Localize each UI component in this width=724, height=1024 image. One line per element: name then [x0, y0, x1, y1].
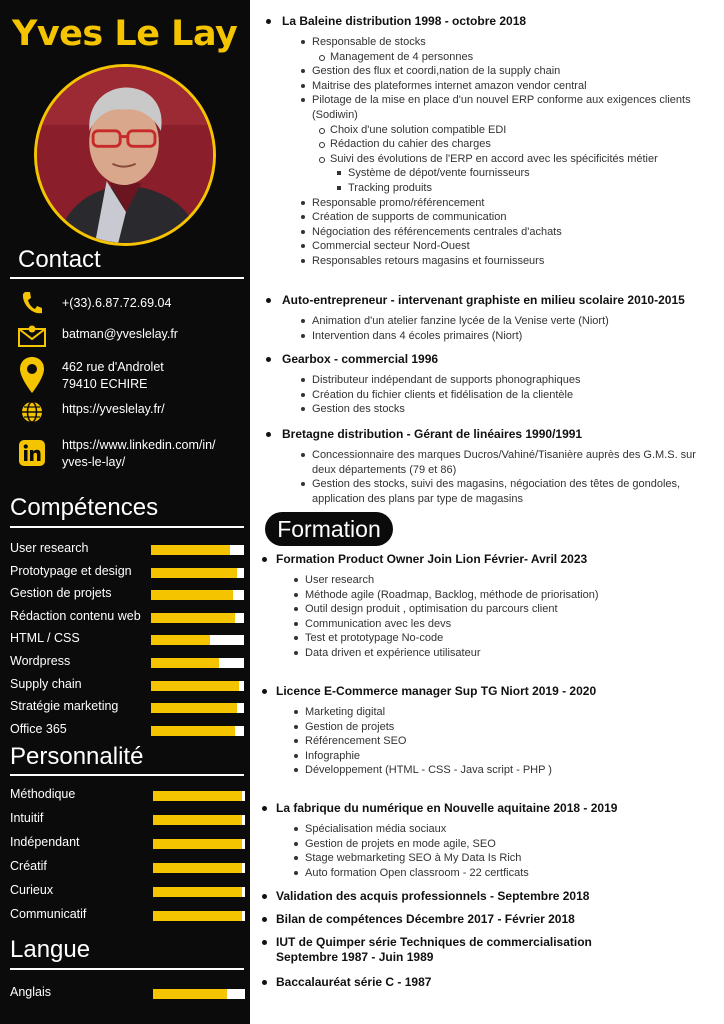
- list-item: Tracking produits: [348, 181, 714, 196]
- skill-level-bar: [151, 703, 244, 713]
- skill-label: Office 365: [10, 721, 67, 736]
- list-item: Spécialisation média sociaux: [305, 822, 714, 837]
- skill-level-fill: [151, 568, 237, 578]
- formation-title: La fabrique du numérique en Nouvelle aquitaine 2018 - 2019: [262, 801, 714, 816]
- skill-level-bar: [153, 887, 245, 897]
- skill-level-fill: [151, 545, 230, 555]
- formation-entry-product-owner: [262, 552, 714, 661]
- phone-number[interactable]: +(33).6.87.72.69.04: [62, 296, 172, 310]
- skill-level-fill: [153, 911, 242, 921]
- skill-row: [10, 699, 244, 717]
- skill-level-bar: [151, 545, 244, 555]
- list-item: User research: [305, 573, 714, 588]
- skill-level-fill: [153, 791, 242, 801]
- formation-entry-fabrique: [262, 801, 714, 880]
- list-item: Gestion de projets: [305, 720, 714, 735]
- experience-title: Bretagne distribution - Gérant de linéaires 1990/1991: [262, 427, 714, 442]
- skill-label: User research: [10, 541, 89, 555]
- phone-icon: [18, 289, 46, 317]
- address-text: [62, 359, 164, 393]
- list-item: Intervention dans 4 écoles primaires (Niort): [312, 329, 714, 344]
- website-link[interactable]: https://yveslelay.fr/: [62, 402, 165, 416]
- skill-label: Rédaction contenu web: [10, 608, 141, 623]
- skill-row: [10, 907, 244, 925]
- skill-level-fill: [151, 635, 210, 645]
- skill-level-fill: [151, 658, 219, 668]
- list-item: Référencement SEO: [305, 734, 714, 749]
- contact-phone: [18, 289, 171, 317]
- list-item: Système de dépot/vente fournisseurs: [348, 166, 714, 181]
- list-item: Responsable de stocks Management de 4 personnes: [312, 35, 714, 64]
- experience-entry-baleine: [262, 14, 714, 269]
- contact-heading: Contact: [18, 246, 101, 273]
- contact-website: [18, 398, 165, 426]
- skill-label: Communicatif: [10, 907, 87, 921]
- skill-row: [10, 859, 244, 877]
- skill-level-bar: [151, 726, 244, 736]
- skill-level-bar: [151, 681, 244, 691]
- address-line1: 462 rue d'Androlet: [62, 360, 164, 374]
- linkedin-icon: [18, 439, 46, 467]
- personnalite-heading: Personnalité: [10, 743, 144, 770]
- experience-title: Gearbox - commercial 1996: [262, 352, 714, 367]
- skill-level-bar: [151, 590, 244, 600]
- skill-label: Anglais: [10, 985, 51, 999]
- experience-title: La Baleine distribution 1998 - octobre 2018: [262, 14, 714, 29]
- skill-level-bar: [153, 815, 245, 825]
- skill-level-bar: [151, 568, 244, 578]
- formation-entry-bilan: [262, 912, 714, 927]
- skill-level-fill: [151, 726, 235, 736]
- globe-icon: [18, 398, 46, 426]
- list-item: Infographie: [305, 749, 714, 764]
- skill-level-fill: [151, 613, 235, 623]
- list-item: Marketing digital: [305, 705, 714, 720]
- list-item: Création de supports de communication: [312, 210, 714, 225]
- skill-row: [10, 654, 244, 672]
- list-item: Gestion de projets en mode agile, SEO: [305, 837, 714, 852]
- candidate-name: Yves Le Lay: [12, 14, 238, 54]
- list-item: Communication avec les devs: [305, 617, 714, 632]
- experience-entry-auto-entrepreneur: [262, 293, 714, 343]
- skill-label: Gestion de projets: [10, 586, 112, 601]
- skill-label: Intuitif: [10, 811, 44, 825]
- formation-entry-bac: [262, 975, 714, 990]
- skill-level-fill: [151, 590, 233, 600]
- email-link[interactable]: batman@yveslelay.fr: [62, 327, 178, 341]
- linkedin-link-line1[interactable]: https://www.linkedin.com/in/: [62, 438, 216, 452]
- personnalite-divider: [10, 774, 244, 776]
- list-item: Auto formation Open classroom - 22 certficats: [305, 866, 714, 881]
- skill-label: Stratégie marketing: [10, 699, 119, 714]
- formation-details: [262, 573, 714, 661]
- skill-level-bar: [153, 911, 245, 921]
- skill-row: [10, 985, 244, 1003]
- skill-row: [10, 564, 244, 582]
- contact-email: [18, 322, 178, 350]
- list-item: Choix d'une solution compatible EDI: [330, 123, 714, 138]
- skill-label: Wordpress: [10, 654, 71, 668]
- skill-level-bar: [153, 791, 245, 801]
- skill-level-fill: [153, 887, 242, 897]
- skill-label: Prototypage et design: [10, 563, 132, 578]
- skill-label: Supply chain: [10, 676, 82, 691]
- formation-title: Baccalauréat série C - 1987: [262, 975, 714, 990]
- list-item: Animation d'un atelier fanzine lycée de la Venise verte (Niort): [312, 314, 714, 329]
- experience-title: Auto-entrepreneur - intervenant graphiste en milieu scolaire 2010-2015: [262, 293, 714, 308]
- list-item: Gestion des stocks: [312, 402, 714, 417]
- competences-divider: [10, 526, 244, 528]
- formation-title: Licence E-Commerce manager Sup TG Niort 2019 - 2020: [262, 684, 714, 699]
- skill-label: Indépendant: [10, 835, 80, 849]
- formation-details: [262, 822, 714, 880]
- address-line2: 79410 ECHIRE: [62, 377, 148, 391]
- list-item: Management de 4 personnes: [330, 50, 714, 65]
- list-item: Test et prototypage No-code: [305, 631, 714, 646]
- list-item: Rédaction du cahier des charges: [330, 137, 714, 152]
- skill-row: [10, 835, 244, 853]
- skill-level-bar: [151, 658, 244, 668]
- list-item: Pilotage de la mise en place d'un nouvel ERP conforme aux exigences clients (Sodiwin) Choix d'une solution compatible EDI Rédaction du cahier des charges Suivi des évolutions de l'ERP en accord avec les spécificités métier Système de dépot/vente fournisseurs Tracking produits: [312, 93, 714, 195]
- list-item: Maitrise des plateformes internet amazon vendor central: [312, 79, 714, 94]
- formation-title: Bilan de compétences Décembre 2017 - Février 2018: [262, 912, 714, 927]
- competences-heading: Compétences: [10, 494, 159, 521]
- skill-row: [10, 586, 244, 604]
- skill-level-bar: [151, 635, 244, 645]
- list-item: Méthode agile (Roadmap, Backlog, méthode de priorisation): [305, 588, 714, 603]
- list-item: Responsable promo/référencement: [312, 196, 714, 211]
- list-item: Développement (HTML - CSS - Java script - PHP ): [305, 763, 714, 778]
- skill-label: Curieux: [10, 883, 54, 897]
- skill-row: [10, 787, 244, 805]
- skill-level-fill: [151, 703, 237, 713]
- contact-divider: [10, 277, 244, 279]
- skill-row: [10, 811, 244, 829]
- experience-entry-gearbox: [262, 352, 714, 417]
- formation-entry-iut: [262, 935, 622, 965]
- contact-linkedin: [18, 437, 216, 471]
- location-pin-icon: [18, 355, 46, 395]
- skill-label: Créatif: [10, 859, 47, 873]
- skill-level-bar: [151, 613, 244, 623]
- experience-entry-bretagne: [262, 427, 714, 506]
- skill-level-fill: [151, 681, 239, 691]
- portrait-image: [37, 67, 213, 243]
- experience-details: [262, 448, 714, 506]
- skill-row: [10, 722, 244, 740]
- skill-level-fill: [153, 863, 242, 873]
- formation-heading: Formation: [265, 512, 393, 546]
- list-item: Création du fichier clients et fidélisation de la clientèle: [312, 388, 714, 403]
- list-item: Négociation des référencements centrales d'achats: [312, 225, 714, 240]
- list-item: Stage webmarketing SEO à My Data Is Rich: [305, 851, 714, 866]
- skill-level-bar: [153, 863, 245, 873]
- envelope-icon: [18, 322, 46, 350]
- formation-details: [262, 705, 714, 778]
- contact-address: [18, 355, 164, 395]
- skill-level-fill: [153, 989, 227, 999]
- skill-row: [10, 883, 244, 901]
- formation-entry-licence: [262, 684, 714, 778]
- profile-photo: [34, 64, 216, 246]
- linkedin-text: [62, 437, 216, 471]
- skill-row: [10, 541, 244, 559]
- skill-level-fill: [153, 815, 242, 825]
- skill-row: [10, 631, 244, 649]
- linkedin-link-line2[interactable]: yves-le-lay/: [62, 455, 126, 469]
- formation-title: Validation des acquis professionnels - Septembre 2018: [262, 889, 714, 904]
- list-item: Responsables retours magasins et fournisseurs: [312, 254, 714, 269]
- experience-details: [262, 314, 714, 343]
- formation-entry-vae: [262, 889, 714, 904]
- list-item: Gestion des flux et coordi,nation de la supply chain: [312, 64, 714, 79]
- skill-level-bar: [153, 989, 245, 999]
- list-item: Distributeur indépendant de supports phonographiques: [312, 373, 714, 388]
- skill-row: [10, 609, 244, 627]
- list-item: Commercial secteur Nord-Ouest: [312, 239, 714, 254]
- experience-details: [262, 373, 714, 417]
- sidebar: [0, 0, 250, 1024]
- list-item: Gestion des stocks, suivi des magasins, négociation des têtes de gondoles, application des plans par type de magasins: [312, 477, 714, 506]
- skill-level-bar: [153, 839, 245, 849]
- list-item: Data driven et expérience utilisateur: [305, 646, 714, 661]
- langue-heading: Langue: [10, 936, 91, 963]
- skill-label: Méthodique: [10, 787, 76, 801]
- experience-details: [262, 35, 714, 269]
- langue-divider: [10, 968, 244, 970]
- list-item: Suivi des évolutions de l'ERP en accord avec les spécificités métier Système de dépot/vente fournisseurs Tracking produits: [330, 152, 714, 196]
- skill-row: [10, 677, 244, 695]
- list-item: Concessionnaire des marques Ducros/Vahiné/Tisanière auprès des G.M.S. sur deux départements (79 et 86): [312, 448, 714, 477]
- formation-title: Formation Product Owner Join Lion Février- Avril 2023: [262, 552, 714, 567]
- skill-level-fill: [153, 839, 242, 849]
- list-item: Outil design produit , optimisation du parcours client: [305, 602, 714, 617]
- formation-title: IUT de Quimper série Techniques de commercialisation Septembre 1987 - Juin 1989: [262, 935, 622, 965]
- skill-label: HTML / CSS: [10, 631, 80, 646]
